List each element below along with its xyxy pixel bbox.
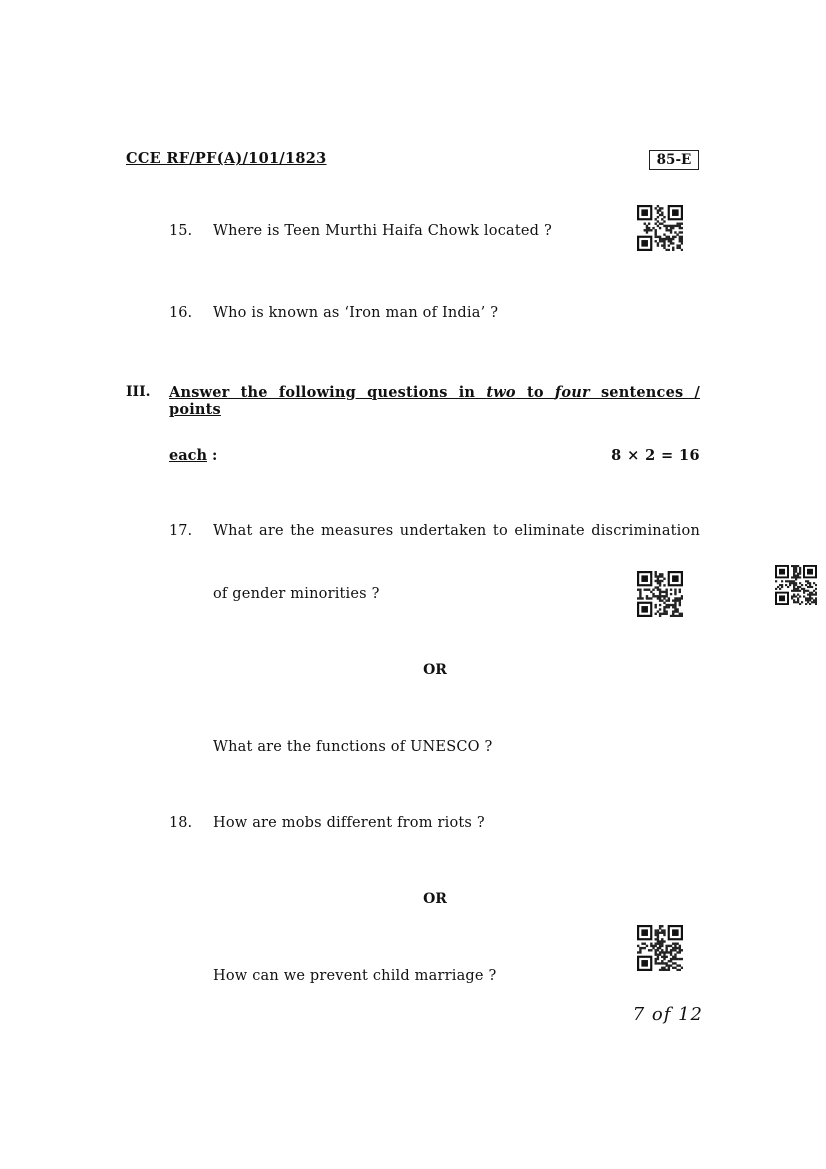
section-instruction-end: each : xyxy=(169,447,218,464)
or-divider: OR xyxy=(423,891,447,907)
question-18-text: How are mobs different from riots ? xyxy=(213,815,485,831)
qr-code-icon xyxy=(775,565,817,605)
qr-code-icon xyxy=(637,205,683,251)
question-number-18: 18. xyxy=(169,815,193,831)
question-18-alternative: How can we prevent child marriage ? xyxy=(213,968,497,984)
paper-code-badge: 85-E xyxy=(649,150,699,170)
page-number: 7 of 12 xyxy=(632,1004,703,1025)
section-number: III. xyxy=(126,384,151,400)
question-number-16: 16. xyxy=(169,305,193,321)
question-17-text-line1: What are the measures undertaken to eliminate discrimination xyxy=(213,523,700,539)
question-number-17: 17. xyxy=(169,523,193,539)
question-15-text: Where is Teen Murthi Haifa Chowk located ? xyxy=(213,223,552,239)
question-17-alternative: What are the functions of UNESCO ? xyxy=(213,739,493,755)
qr-code-icon xyxy=(637,571,683,617)
or-divider: OR xyxy=(423,662,447,678)
exam-code: CCE RF/PF(A)/101/1823 xyxy=(126,150,327,167)
question-17-text-line2: of gender minorities ? xyxy=(213,586,380,602)
marks-allotment: 8 × 2 = 16 xyxy=(611,447,700,464)
question-16-text: Who is known as ‘Iron man of India’ ? xyxy=(213,305,499,321)
section-instruction: Answer the following questions in two to four sentences / points xyxy=(169,384,701,418)
qr-code-icon xyxy=(637,925,683,971)
question-number-15: 15. xyxy=(169,223,193,239)
